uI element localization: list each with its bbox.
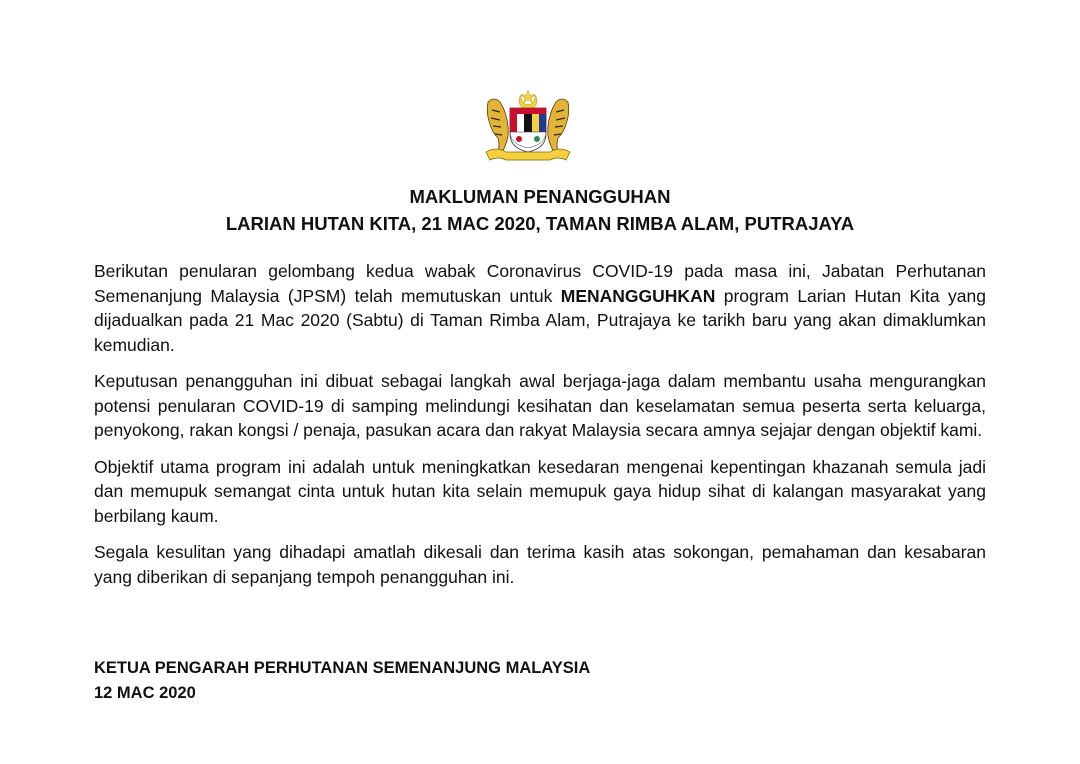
notice-title: MAKLUMAN PENANGGUHAN bbox=[409, 186, 671, 207]
signature-date: 12 MAC 2020 bbox=[94, 684, 196, 702]
signature-block bbox=[94, 656, 590, 706]
signatory-title: KETUA PENGARAH PERHUTANAN SEMENANJUNG MALAYSIA bbox=[94, 659, 591, 677]
paragraph-1: Berikutan penularan gelombang kedua wabak Coronavirus COVID-19 pada masa ini, Jabatan Perhutanan Semenanjung Malaysia (JPSM) telah memutuskan untuk MENANGGUHKAN program Larian Hutan Kita yang dijadualkan pada 21 Mac 2020 (Sabtu) di Taman Rimba Alam, Putrajaya ke tarikh baru yang akan dimaklumkan kemudian. bbox=[94, 261, 986, 355]
notice-subtitle: LARIAN HUTAN KITA, 21 MAC 2020, TAMAN RIMBA ALAM, PUTRAJAYA bbox=[225, 213, 855, 234]
paragraph-3: Objektif utama program ini adalah untuk meningkatkan kesedaran mengenai kepentingan khazanah semula jadi dan memupuk semangat cinta untuk hutan kita selain memupuk gaya hidup sihat di kalangan masyarakat yang berbilang kaum. bbox=[94, 456, 986, 526]
malaysia-coat-of-arms-icon bbox=[478, 88, 578, 168]
emphasis-postpone: MENANGGUHKAN bbox=[560, 285, 716, 306]
notice-body bbox=[94, 259, 986, 601]
paragraph-4: Segala kesulitan yang dihadapi amatlah dikesali dan terima kasih atas sokongan, pemahaman dan kesabaran yang diberikan di sepanjang tempoh penangguhan ini. bbox=[94, 542, 986, 587]
paragraph-2: Keputusan penangguhan ini dibuat sebagai langkah awal berjaga-jaga dalam membantu usaha mengurangkan potensi penularan COVID-19 di samping melindungi kesihatan dan keselamatan semua peserta serta keluarga, penyokong, rakan kongsi / penaja, pasukan acara dan rakyat Malaysia secara amnya sejajar dengan objektif kami. bbox=[94, 371, 986, 440]
